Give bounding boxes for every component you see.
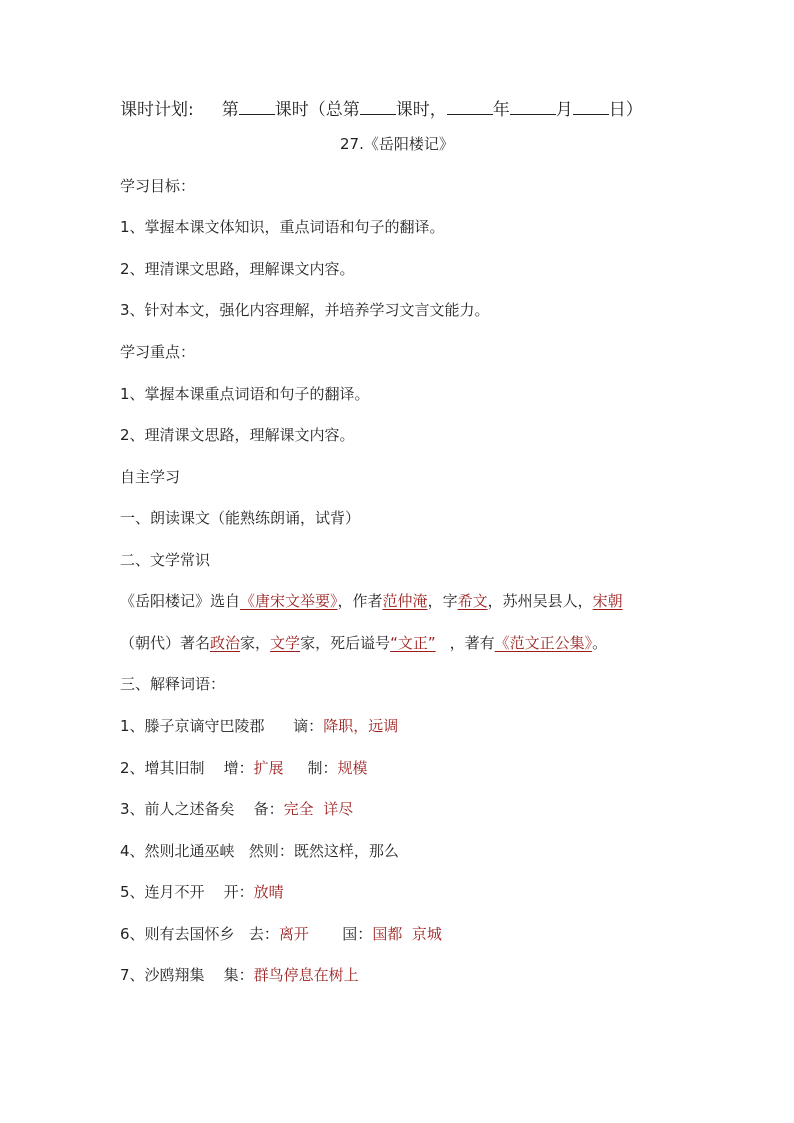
plan-keshi2: 课时，	[395, 100, 447, 120]
vocab-gap	[235, 925, 249, 943]
vocab-item	[120, 841, 399, 861]
vocab-num: 1、	[120, 717, 145, 735]
key-point-item: 1、掌握本课重点词语和句子的翻译。	[120, 385, 370, 403]
plan-yue: 月	[555, 100, 573, 120]
lit-role-politics: 政治	[210, 634, 241, 652]
vocab-meaning: 完全 详尽	[283, 800, 354, 818]
goal-item: 3、针对本文，强化内容理解，并培养学习文言文能力。	[120, 301, 490, 319]
vocab-phrase: 增其旧制	[144, 759, 205, 777]
vocab-gap	[235, 842, 249, 860]
vocab-item	[120, 882, 284, 902]
vocab-word: 开：	[223, 883, 254, 901]
vocab-phrase: 滕子京谪守巴陵郡	[144, 717, 265, 735]
vocab-gap	[205, 883, 224, 901]
vocab-word: 国：	[342, 925, 373, 943]
vocab-meaning: 国都 京城	[372, 925, 442, 943]
vocab-item	[120, 716, 398, 736]
vocab-word: 制：	[307, 759, 338, 777]
lit-posthumous-name: “文正”	[390, 634, 436, 652]
lit-author: 范仲淹	[382, 592, 428, 610]
goal-item: 1、掌握本课文体知识，重点词语和句子的翻译。	[120, 218, 445, 236]
section-literature: 二、文学常识	[120, 551, 211, 569]
vocab-item	[120, 758, 368, 778]
lit-text: （朝代）著名	[120, 634, 211, 652]
vocab-phrase: 连月不开	[144, 883, 205, 901]
vocab-meaning: 离开	[278, 925, 309, 943]
goals-heading: 学习目标：	[120, 177, 196, 195]
plan-di: 第	[221, 100, 239, 120]
vocab-meaning: 群鸟停息在树上	[253, 966, 359, 984]
vocab-phrase: 然则北通巫峡	[144, 842, 235, 860]
plan-ri: 日）	[608, 100, 643, 120]
lit-text: ，著有	[449, 634, 495, 652]
key-points-heading: 学习重点：	[120, 343, 196, 361]
vocab-gap	[309, 925, 342, 943]
vocab-word: 增：	[223, 759, 254, 777]
year-blank	[447, 98, 493, 115]
literature-paragraph-line1	[120, 591, 623, 611]
section-reading: 一、朗读课文（能熟练朗诵，试背）	[120, 509, 361, 527]
vocab-meaning: 放晴	[253, 883, 284, 901]
lit-works: 《范文正公集》	[494, 634, 593, 652]
vocab-meaning: 既然这样，那么	[293, 842, 399, 860]
vocab-item	[120, 799, 353, 819]
vocab-phrase: 前人之述备矣	[144, 800, 235, 818]
goal-item: 2、理清课文思路，理解课文内容。	[120, 260, 355, 278]
vocab-word: 谪：	[293, 717, 324, 735]
vocab-num: 4、	[120, 842, 145, 860]
vocab-meaning: 扩展	[253, 759, 284, 777]
vocab-word: 去：	[248, 925, 279, 943]
vocab-meaning: 规模	[337, 759, 368, 777]
vocab-item	[120, 965, 359, 985]
lit-role-literature: 文学	[270, 634, 301, 652]
vocab-num: 5、	[120, 883, 145, 901]
vocab-gap	[284, 759, 308, 777]
vocab-gap	[205, 966, 224, 984]
lit-source: 《唐宋文举要》	[240, 592, 338, 610]
vocab-num: 2、	[120, 759, 145, 777]
plan-keshi1: 课时（总第	[274, 100, 360, 120]
vocab-num: 3、	[120, 800, 145, 818]
vocab-word: 集：	[223, 966, 254, 984]
lit-text: ，苏州吴县人，	[487, 592, 593, 610]
lit-dynasty: 宋朝	[592, 592, 623, 610]
vocab-gap	[205, 759, 224, 777]
plan-label: 课时计划:	[120, 100, 194, 120]
vocab-phrase: 则有去国怀乡	[144, 925, 235, 943]
lit-courtesy-name: 希文	[457, 592, 488, 610]
page-title: 27.《岳阳楼记》	[340, 135, 454, 153]
lesson-plan-header	[120, 98, 643, 120]
vocab-item	[120, 924, 442, 944]
lesson-number-blank	[239, 98, 275, 115]
vocab-gap	[265, 717, 294, 735]
self-study-heading: 自主学习	[120, 468, 181, 486]
lit-text: ，字	[427, 592, 458, 610]
vocab-num: 7、	[120, 966, 145, 984]
vocab-phrase: 沙鸥翔集	[144, 966, 205, 984]
lit-text: 《岳阳楼记》选自	[120, 592, 241, 610]
vocab-meaning: 降职，远调	[323, 717, 399, 735]
section-vocabulary: 三、解释词语：	[120, 675, 226, 693]
vocab-gap	[235, 800, 254, 818]
lit-text: 。	[592, 634, 608, 652]
literature-paragraph-line2	[120, 633, 607, 653]
lit-text: 家，	[240, 634, 271, 652]
key-point-item: 2、理清课文思路，理解课文内容。	[120, 426, 355, 444]
lit-text: ，作者	[337, 592, 383, 610]
vocab-word: 然则：	[248, 842, 294, 860]
lit-text: 家，死后谥号	[300, 634, 391, 652]
day-blank	[573, 98, 609, 115]
vocab-word: 备：	[253, 800, 284, 818]
month-blank	[510, 98, 556, 115]
vocab-num: 6、	[120, 925, 145, 943]
total-lesson-blank	[360, 98, 396, 115]
plan-nian: 年	[492, 100, 510, 120]
